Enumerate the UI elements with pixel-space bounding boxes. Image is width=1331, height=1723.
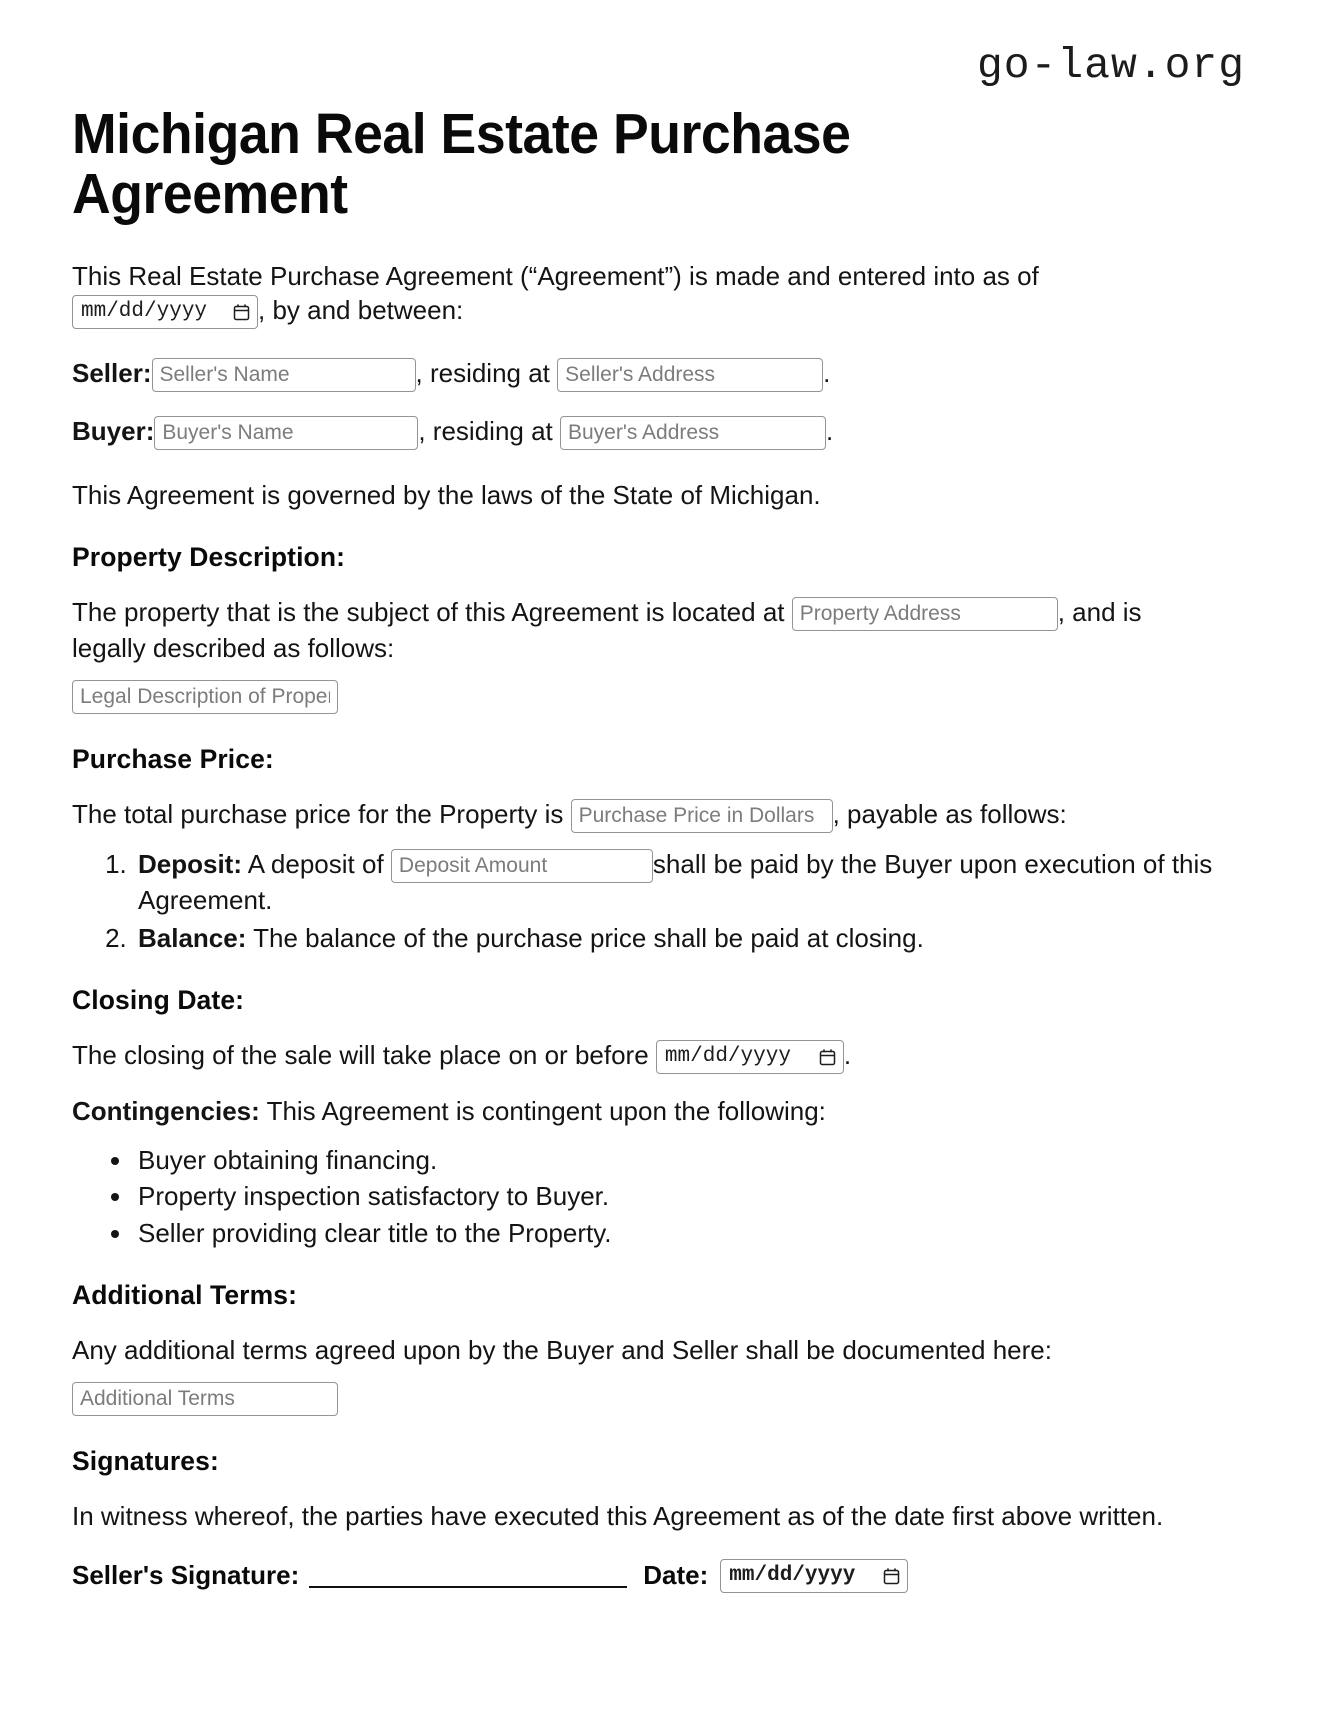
intro-text-after-date: , by and between: — [258, 295, 464, 326]
intro-text-before-date: This Real Estate Purchase Agreement (“Agreement”) is made and entered into as of — [72, 260, 1039, 291]
intro-paragraph — [72, 259, 1182, 329]
closing-date-placeholder: mm/dd/yyyy — [664, 1045, 791, 1069]
closing-date-input[interactable] — [656, 1040, 844, 1074]
closing-date-paragraph — [72, 1038, 1182, 1074]
contingencies-label: Contingencies: — [72, 1096, 260, 1127]
seller-signature-row — [72, 1559, 1251, 1593]
property-text-after-address: , and is legally described as follows: — [72, 597, 1142, 664]
price-text-before-field: The total purchase price for the Property is — [72, 798, 564, 829]
list-item: • Seller providing clear title to the Property. — [134, 1216, 1224, 1251]
additional-terms-heading: Additional Terms: — [72, 1280, 297, 1311]
price-text-after-field: , payable as follows: — [832, 798, 1067, 829]
buyer-residing-text: , residing at — [418, 415, 553, 446]
seller-label: Seller: — [72, 358, 152, 389]
brand-bar — [72, 41, 1251, 96]
purchase-price-input[interactable] — [571, 799, 833, 833]
property-text-before-address: The property that is the subject of this Agreement is located at — [72, 597, 785, 628]
deposit-text-before-field: A deposit of — [247, 848, 384, 879]
balance-label: Balance: — [138, 922, 247, 953]
seller-signature-date-placeholder: mm/dd/yyyy — [729, 1564, 856, 1588]
seller-period: . — [823, 358, 831, 389]
site-logo: go-law.org — [976, 41, 1245, 90]
calendar-icon[interactable] — [883, 1567, 900, 1585]
legal-description-row — [72, 680, 1251, 714]
legal-description-input[interactable] — [72, 680, 338, 714]
seller-signature-label: Seller's Signature: — [72, 1560, 300, 1591]
purchase-price-heading: Purchase Price: — [72, 743, 274, 774]
page-title: Michigan Real Estate Purchase Agreement — [72, 102, 851, 227]
agreement-date-placeholder: mm/dd/yyyy — [81, 300, 208, 324]
balance-text: The balance of the purchase price shall be paid at closing. — [253, 922, 924, 953]
seller-name-input[interactable] — [152, 358, 416, 392]
list-item: • Buyer obtaining financing. — [134, 1143, 1224, 1178]
property-description-paragraph — [72, 595, 1182, 665]
seller-signature-date-input[interactable] — [720, 1559, 908, 1593]
seller-signature-line[interactable] — [309, 1564, 627, 1588]
purchase-price-paragraph — [72, 797, 1182, 833]
property-description-heading: Property Description: — [72, 542, 346, 573]
contingencies-list — [72, 1143, 1224, 1251]
signatures-heading: Signatures: — [72, 1445, 219, 1476]
additional-terms-input[interactable] — [72, 1382, 338, 1416]
closing-date-heading: Closing Date: — [72, 985, 245, 1016]
governing-law-paragraph: This Agreement is governed by the laws of the State of Michigan. — [72, 480, 821, 511]
buyer-period: . — [826, 415, 834, 446]
calendar-icon[interactable] — [233, 303, 250, 321]
contingencies-paragraph — [72, 1094, 1182, 1128]
closing-text-before-date: The closing of the sale will take place on or before — [72, 1040, 649, 1071]
additional-terms-row — [72, 1382, 1251, 1416]
buyer-row — [72, 407, 1251, 456]
buyer-name-input[interactable] — [154, 416, 418, 450]
buyer-label: Buyer: — [72, 415, 155, 446]
buyer-address-input[interactable] — [560, 416, 826, 450]
witness-paragraph: In witness whereof, the parties have executed this Agreement as of the date first above written. — [72, 1500, 1164, 1531]
seller-address-input[interactable] — [557, 358, 823, 392]
agreement-date-input[interactable] — [72, 295, 258, 329]
list-item-deposit — [134, 847, 1224, 918]
payment-terms-list — [72, 847, 1224, 955]
contingencies-intro: This Agreement is contingent upon the following: — [266, 1096, 826, 1127]
deposit-text-after-field: shall be paid by the Buyer upon execution of this Agreement. — [138, 848, 1213, 916]
seller-residing-text: , residing at — [415, 358, 550, 389]
deposit-label: Deposit: — [138, 848, 242, 879]
closing-text-after-date: . — [843, 1040, 852, 1071]
additional-terms-paragraph: Any additional terms agreed upon by the Buyer and Seller shall be documented here: — [72, 1335, 1052, 1366]
property-address-input[interactable] — [792, 597, 1058, 631]
calendar-icon[interactable] — [819, 1048, 836, 1066]
seller-row — [72, 349, 1251, 398]
signature-date-label: Date: — [643, 1560, 709, 1591]
list-item-balance — [134, 921, 1224, 956]
list-item: • Property inspection satisfactory to Buyer. — [134, 1179, 1224, 1214]
deposit-amount-input[interactable] — [391, 849, 653, 883]
